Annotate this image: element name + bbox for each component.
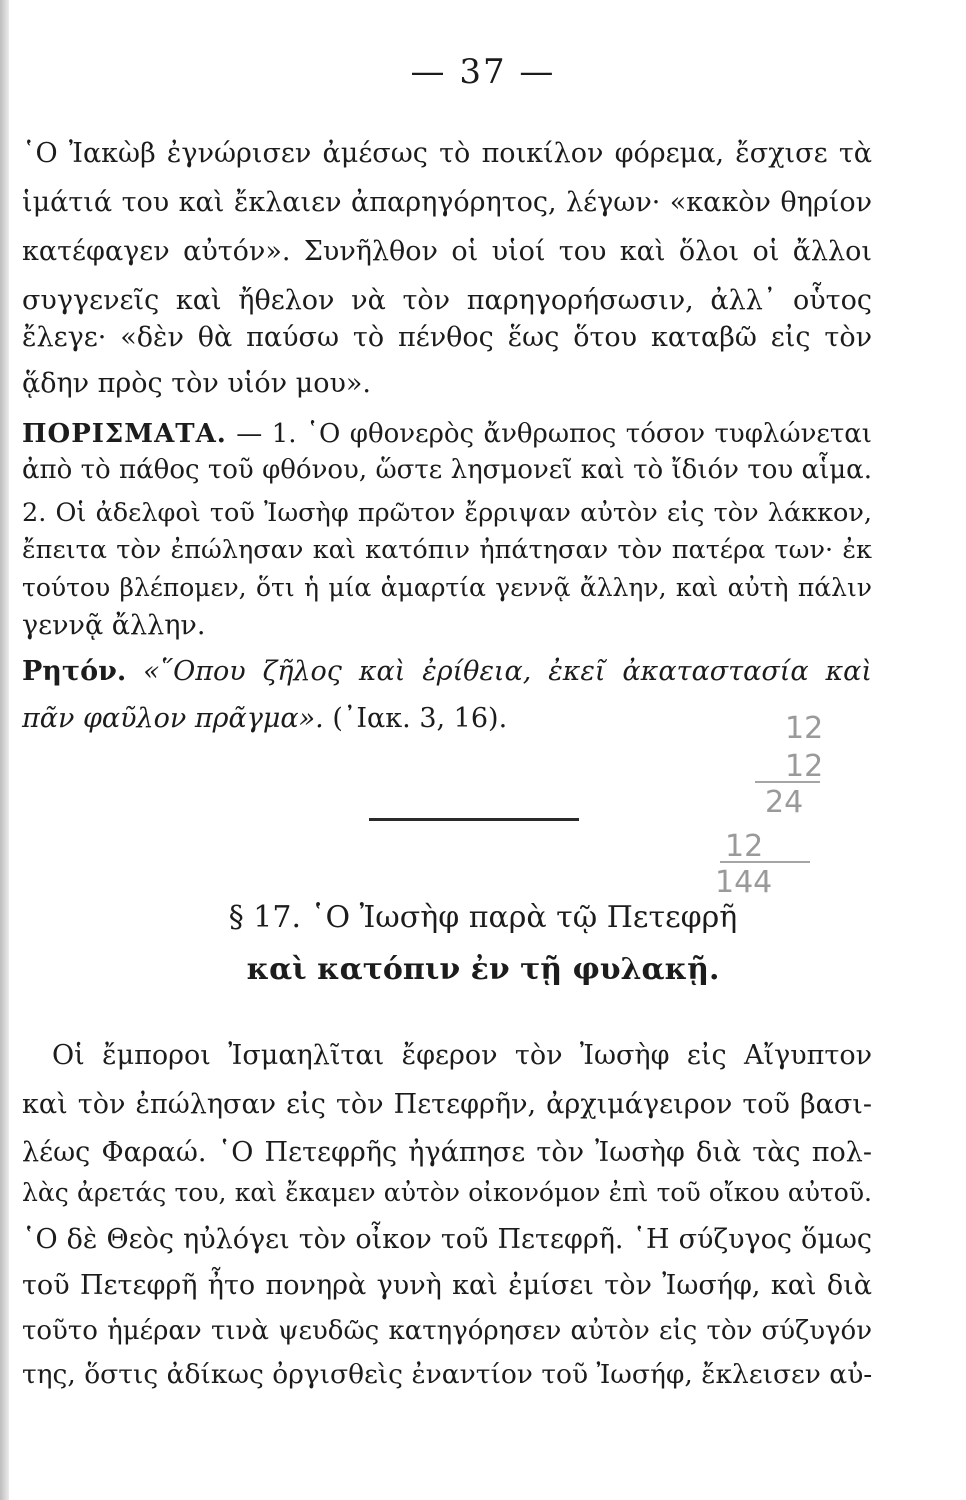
text-line: τοῦτο ἡμέραν τινὰ ψευδῶς κατηγόρησεν αὐτὸν εἰς τὸν σύζυγόν [22,1316,872,1346]
text-line: ᾅδην πρὸς τὸν υἱόν μου». [22,368,371,399]
text-line: 2. Οἱ ἀδελφοὶ τοῦ Ἰωσὴφ πρῶτον ἔρριψαν αὐτὸν εἰς τὸν λάκκον, [22,498,872,528]
pencil-note: 144 [715,865,773,898]
pencil-note: 12 [785,749,824,784]
text-line: ἔλεγε· «δὲν θὰ παύσω τὸ πένθος ἕως ὅτου καταβῶ εἰς τὸν [22,322,872,353]
binding-edge [0,0,9,1500]
porismata-text: — 1. ῾Ο φθονερὸς ἄνθρωπος τόσον τυφλώνεται [236,419,872,449]
text-line: κατέφαγεν αὐτόν». Συνῆλθον οἱ υἱοί του καὶ ὅλοι οἱ ἄλλοι [22,236,872,267]
text-line: λέως Φαραώ. ῾Ο Πετεφρῆς ἠγάπησε τὸν Ἰωσὴφ διὰ τὰς πολ- [22,1137,872,1168]
porismata-first-line [22,414,872,454]
rhēton-quote: «῞Οπου ζῆλος καὶ ἐρίθεια, ἐκεῖ ἀκαταστασία καὶ [143,656,872,687]
rhēton-label: Ρητόν. [22,656,127,687]
text-line: καὶ τὸν ἐπώλησαν εἰς τὸν Πετεφρῆν, ἀρχιμάγειρον τοῦ βασι- [22,1089,872,1120]
text-line: ἱμάτιά του καὶ ἔκλαιεν ἀπαρηγόρητος, λέγων· «κακὸν θηρίον [22,187,872,218]
rhēton-line-1 [22,652,872,692]
pencil-note: 12 [725,829,764,864]
section-subtitle: καὶ κατόπιν ἐν τῇ φυλακῇ. [246,952,720,987]
text-line: ῾Ο δὲ Θεὸς ηὐλόγει τὸν οἶκον τοῦ Πετεφρῆ. ῾Η σύζυγος ὅμως [22,1224,872,1255]
pencil-note: 12 [785,711,824,746]
text-line: ἔπειτα τὸν ἐπώλησαν καὶ κατόπιν ἠπάτησαν τὸν πατέρα των· ἐκ [22,535,872,565]
text-line: συγγενεῖς καὶ ἤθελον νὰ τὸν παρηγορήσωσιν, ἀλλ᾽ οὗτος [22,285,872,316]
text-line: γεννᾷ ἄλλην. [22,610,206,641]
rhēton-reference: (᾽Ιακ. 3, 16). [332,703,508,734]
section-divider [369,818,579,821]
text-line: ῾Ο Ἰακὼβ ἐγνώρισεν ἀμέσως τὸ ποικίλον φόρεμα, ἔσχισε τὰ [22,138,872,169]
text-line: Οἱ ἔμποροι Ἰσμαηλῖται ἔφερον τὸν Ἰωσὴφ εἰς Αἴγυπτον [52,1040,872,1071]
section-title: § 17. ῾Ο Ἰωσὴφ παρὰ τῷ Πετεφρῆ [228,900,738,935]
text-line: ἀπὸ τὸ πάθος τοῦ φθόνου, ὥστε λησμονεῖ καὶ τὸ ἴδιόν του αἷμα. [22,455,872,485]
text-line: τοῦ Πετεφρῆ ἦτο πονηρὰ γυνὴ καὶ ἐμίσει τὸν Ἰωσήφ, καὶ διὰ [22,1270,872,1301]
text-line: τούτου βλέπομεν, ὅτι ἡ μία ἁμαρτία γεννᾷ ἄλλην, καὶ αὐτὴ πάλιν [22,573,872,602]
porismata-heading: ΠΟΡΙΣΜΑΤΑ. [22,419,227,449]
text-line: της, ὅστις ἀδίκως ὀργισθεὶς ἐναντίον τοῦ Ἰωσήφ, ἔκλεισεν αὐ- [22,1359,873,1390]
text-line: λὰς ἀρετάς του, καὶ ἔκαμεν αὐτὸν οἰκονόμον ἐπὶ τοῦ οἴκου αὐτοῦ. [22,1178,872,1207]
page-number: — 37 — [410,52,556,92]
pencil-note: 24 [765,785,804,820]
rhēton-quote-end: πᾶν φαῦλον πρᾶγμα». [22,703,324,734]
pencil-notes [715,708,825,898]
